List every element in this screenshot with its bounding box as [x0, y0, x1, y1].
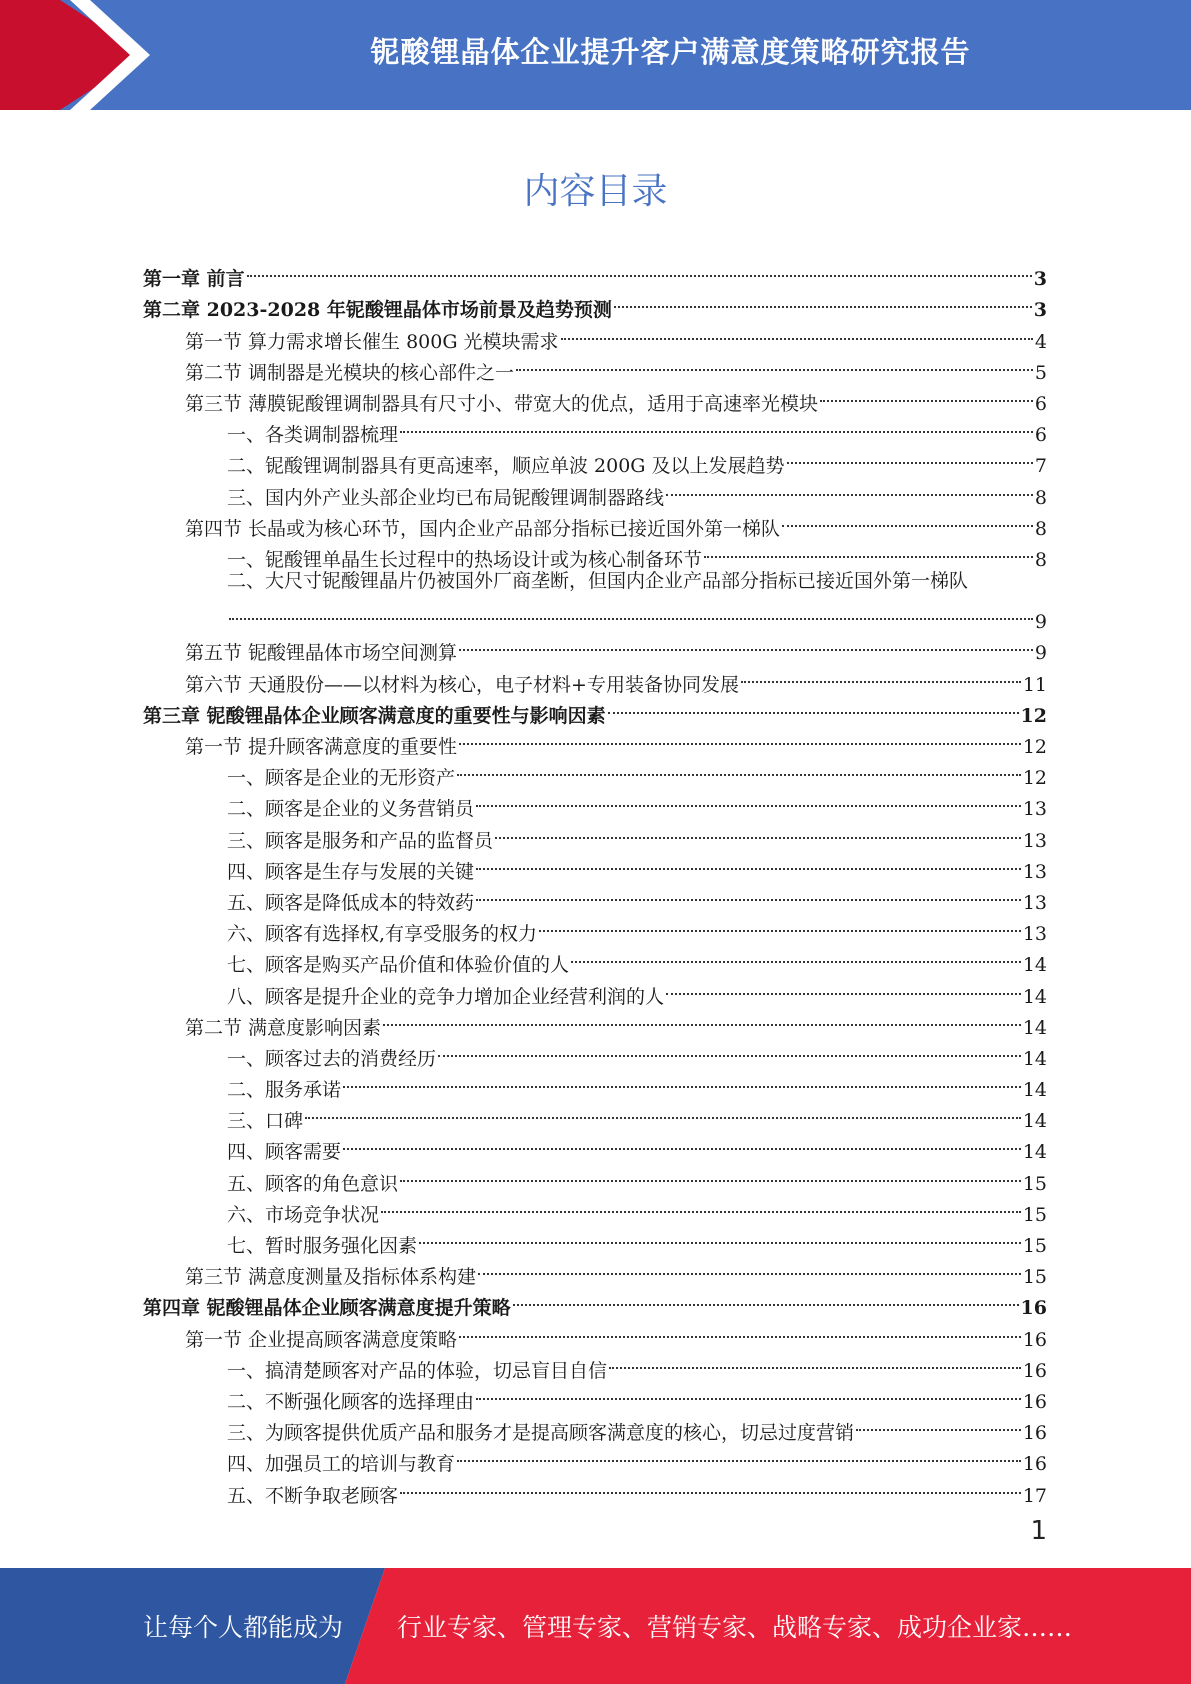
dot-leader: [476, 1377, 1021, 1408]
dot-leader: [741, 659, 1021, 690]
toc-entry-title: 八、顾客是提升企业的竞争力增加企业经营利润的人: [227, 985, 665, 1008]
toc-entry-page: 14: [1022, 1110, 1047, 1133]
toc-entry-page: 3: [1033, 299, 1047, 322]
toc-entry-page: 15: [1022, 1235, 1047, 1257]
toc-entry-page: 15: [1022, 1172, 1047, 1195]
page-number: 1: [1030, 1516, 1047, 1546]
dot-leader: [476, 878, 1021, 909]
footer-slogan-right: 行业专家、管理专家、营销专家、战略专家、成功企业家……: [397, 1613, 1073, 1642]
toc-entry-title: 四、加强员工的培训与教育: [227, 1453, 456, 1476]
toc-entry-title: 二、铌酸锂调制器具有更高速率，顺应单波 200G 及以上发展趋势: [227, 455, 785, 478]
toc-entry-page: 17: [1022, 1484, 1047, 1507]
toc-entry-title: 第一节 提升顾客满意度的重要性: [185, 736, 458, 758]
toc-entry-page: 12: [1022, 767, 1047, 790]
toc-entry-title: 一、搞清楚顾客对产品的体验，切忌盲目自信: [227, 1359, 608, 1382]
dot-leader: [457, 753, 1021, 784]
toc-entry-title: 三、为顾客提供优质产品和服务才是提高顾客满意度的核心，切忌过度营销: [227, 1422, 855, 1445]
dot-leader: [704, 535, 1033, 566]
toc-entry-title: 第四章 铌酸锂晶体企业顾客满意度提升策略: [143, 1297, 511, 1320]
toc-entry-page: 13: [1022, 860, 1047, 883]
toc-entry-page: 3: [1033, 268, 1047, 291]
toc-entry-title: 第二节 调制器是光模块的核心部件之一: [185, 361, 515, 384]
dot-leader: [305, 1096, 1021, 1127]
toc-entry-page: 13: [1022, 829, 1047, 852]
dot-leader: [516, 348, 1033, 379]
dot-leader: [787, 441, 1033, 472]
toc-entry-page: 16: [1022, 1390, 1047, 1413]
dot-leader: [247, 254, 1032, 285]
toc-entry-page: 5: [1034, 361, 1047, 384]
toc-entry-title: 第三节 满意度测量及指标体系构建: [185, 1266, 477, 1289]
toc-entry-page: 14: [1022, 1141, 1047, 1164]
toc-entry-page: 15: [1022, 1266, 1047, 1289]
toc-entry-title: 三、顾客是服务和产品的监督员: [227, 829, 494, 852]
dot-leader: [820, 379, 1033, 410]
dot-leader: [438, 1034, 1021, 1065]
toc-entry-title: 二、顾客是企业的义务营销员: [227, 798, 475, 821]
toc-entry-title: 一、各类调制器梳理: [227, 424, 399, 447]
toc-entry-title: 五、顾客是降低成本的特效药: [227, 891, 475, 914]
toc-entry-page: 9: [1034, 642, 1047, 665]
toc-entry-page: 14: [1022, 954, 1047, 977]
toc-entry-page: 8: [1034, 517, 1047, 540]
toc-entry-title: 第一章 前言: [143, 268, 245, 291]
dot-leader: [513, 1283, 1019, 1314]
toc-entry-page: 16: [1022, 1328, 1047, 1351]
toc-entry-page: 8: [1034, 548, 1047, 571]
dot-leader: [381, 1190, 1021, 1221]
toc-entry-page: 13: [1022, 923, 1047, 946]
dot-leader: [459, 722, 1021, 753]
toc-entry-page: 16: [1022, 1422, 1047, 1445]
toc-entry-title: 第五节 铌酸锂晶体市场空间测算: [185, 642, 458, 665]
toc-entry-title: 四、顾客需要: [227, 1141, 342, 1164]
toc-entry-page: 9: [1034, 611, 1047, 634]
toc-entry-page: 14: [1022, 1047, 1047, 1070]
toc-entry-title: 二、大尺寸铌酸锂晶片仍被国外厂商垄断，但国内企业产品部分指标已接近国外第一梯队: [227, 569, 969, 592]
toc-entry-page: 16: [1022, 1453, 1047, 1476]
toc-entry-page: 8: [1034, 486, 1047, 509]
report-title: 铌酸锂晶体企业提升客户满意度策略研究报告: [370, 34, 971, 69]
dot-leader: [400, 1470, 1021, 1501]
toc-entry-page: 13: [1022, 798, 1047, 821]
toc-entry-title: 四、顾客是生存与发展的关键: [227, 860, 475, 883]
dot-leader: [459, 1314, 1021, 1345]
toc-entry-page: 11: [1022, 673, 1047, 696]
dot-leader: [459, 628, 1033, 659]
toc-entry-title: 三、国内外产业头部企业均已布局铌酸锂调制器路线: [227, 486, 665, 509]
toc-entry-title: 第三节 薄膜铌酸锂调制器具有尺寸小、带宽大的优点，适用于高速率光模块: [185, 392, 819, 415]
toc-entry-title: 二、不断强化顾客的选择理由: [227, 1390, 475, 1413]
dot-leader: [457, 1439, 1021, 1470]
dot-leader: [400, 1158, 1021, 1189]
toc-entry-title: 七、顾客是购买产品价值和体验价值的人: [227, 954, 570, 977]
dot-leader: [400, 410, 1033, 441]
dot-leader: [476, 847, 1021, 878]
toc-entry-page: 14: [1022, 1079, 1047, 1102]
dot-leader: [561, 316, 1033, 347]
dot-leader: [571, 940, 1021, 971]
toc-entry-title: 第二节 满意度影响因素: [185, 1016, 382, 1039]
toc-entry-page: 13: [1022, 891, 1047, 914]
dot-leader: [383, 1003, 1021, 1034]
toc-entry-title: 第六节 天通股份——以材料为核心，电子材料+专用装备协同发展: [185, 673, 739, 696]
toc-entry-page: 6: [1034, 392, 1047, 415]
toc-entry-page: 15: [1022, 1203, 1047, 1226]
toc-entry-title: 一、顾客过去的消费经历: [227, 1047, 437, 1070]
dot-leader: [614, 285, 1032, 316]
toc-entry-title: 一、铌酸锂单晶生长过程中的热场设计或为核心制备环节: [227, 548, 703, 571]
dot-leader: [478, 1252, 1021, 1283]
toc-entry-title: 第二章 2023-2028 年铌酸锂晶体市场前景及趋势预测: [143, 299, 612, 322]
toc-entry[interactable]: [143, 285, 1047, 322]
toc-entry[interactable]: [143, 254, 1047, 291]
toc-entry-title: 第一节 企业提高顾客满意度策略: [185, 1328, 458, 1351]
footer-slogan-left: 让每个人都能成为: [143, 1613, 344, 1642]
toc-entry-title: 五、顾客的角色意识: [227, 1172, 399, 1195]
toc-entry-title: 六、顾客有选择权,有享受服务的权力: [227, 923, 538, 946]
dot-leader: [476, 784, 1021, 815]
toc-entry-continuation: [227, 597, 1047, 634]
toc-entry-title: 第一节 算力需求增长催生 800G 光模块需求: [185, 330, 559, 353]
toc-entry-page: 7: [1034, 455, 1047, 478]
toc-entry-title: 七、暂时服务强化因素: [227, 1235, 418, 1257]
toc-entry[interactable]: [143, 566, 1047, 634]
toc-entry-page: 6: [1034, 424, 1047, 447]
page-header: [0, 0, 1191, 110]
toc-entry-title: 二、服务承诺: [227, 1079, 342, 1102]
dot-leader: [343, 1065, 1021, 1096]
dot-leader: [539, 909, 1021, 940]
page-footer: [0, 1568, 1191, 1684]
dot-leader: [666, 472, 1033, 503]
dot-leader: [229, 597, 1033, 628]
toc-entry-title: 三、口碑: [227, 1110, 304, 1133]
toc-entry-page: 12: [1022, 736, 1047, 758]
toc-entry-page: 12: [1020, 704, 1047, 727]
toc-entry-page: 16: [1020, 1297, 1047, 1320]
toc-entry-page: 14: [1022, 985, 1047, 1008]
dot-leader: [782, 504, 1033, 535]
dot-leader: [608, 691, 1019, 722]
dot-leader: [856, 1408, 1021, 1439]
dot-leader: [419, 1221, 1021, 1252]
toc-entry-title: 六、市场竞争状况: [227, 1203, 380, 1226]
table-of-contents: [143, 254, 1047, 1507]
toc-entry-page: 14: [1022, 1016, 1047, 1039]
toc-entry-title: 第四节 长晶或为核心环节，国内企业产品部分指标已接近国外第一梯队: [185, 517, 781, 540]
dot-leader: [495, 815, 1021, 846]
toc-entry-title: 一、顾客是企业的无形资产: [227, 767, 456, 790]
dot-leader: [609, 1346, 1021, 1377]
toc-entry-title: 第三章 铌酸锂晶体企业顾客满意度的重要性与影响因素: [143, 704, 606, 727]
toc-entry[interactable]: [143, 628, 1047, 665]
toc-entry-page: 16: [1022, 1359, 1047, 1382]
toc-entry-page: 4: [1034, 330, 1047, 353]
toc-entry-title: 五、不断争取老顾客: [227, 1484, 399, 1507]
dot-leader: [343, 1127, 1021, 1158]
toc-heading: 内容目录: [523, 171, 668, 212]
dot-leader: [666, 971, 1021, 1002]
